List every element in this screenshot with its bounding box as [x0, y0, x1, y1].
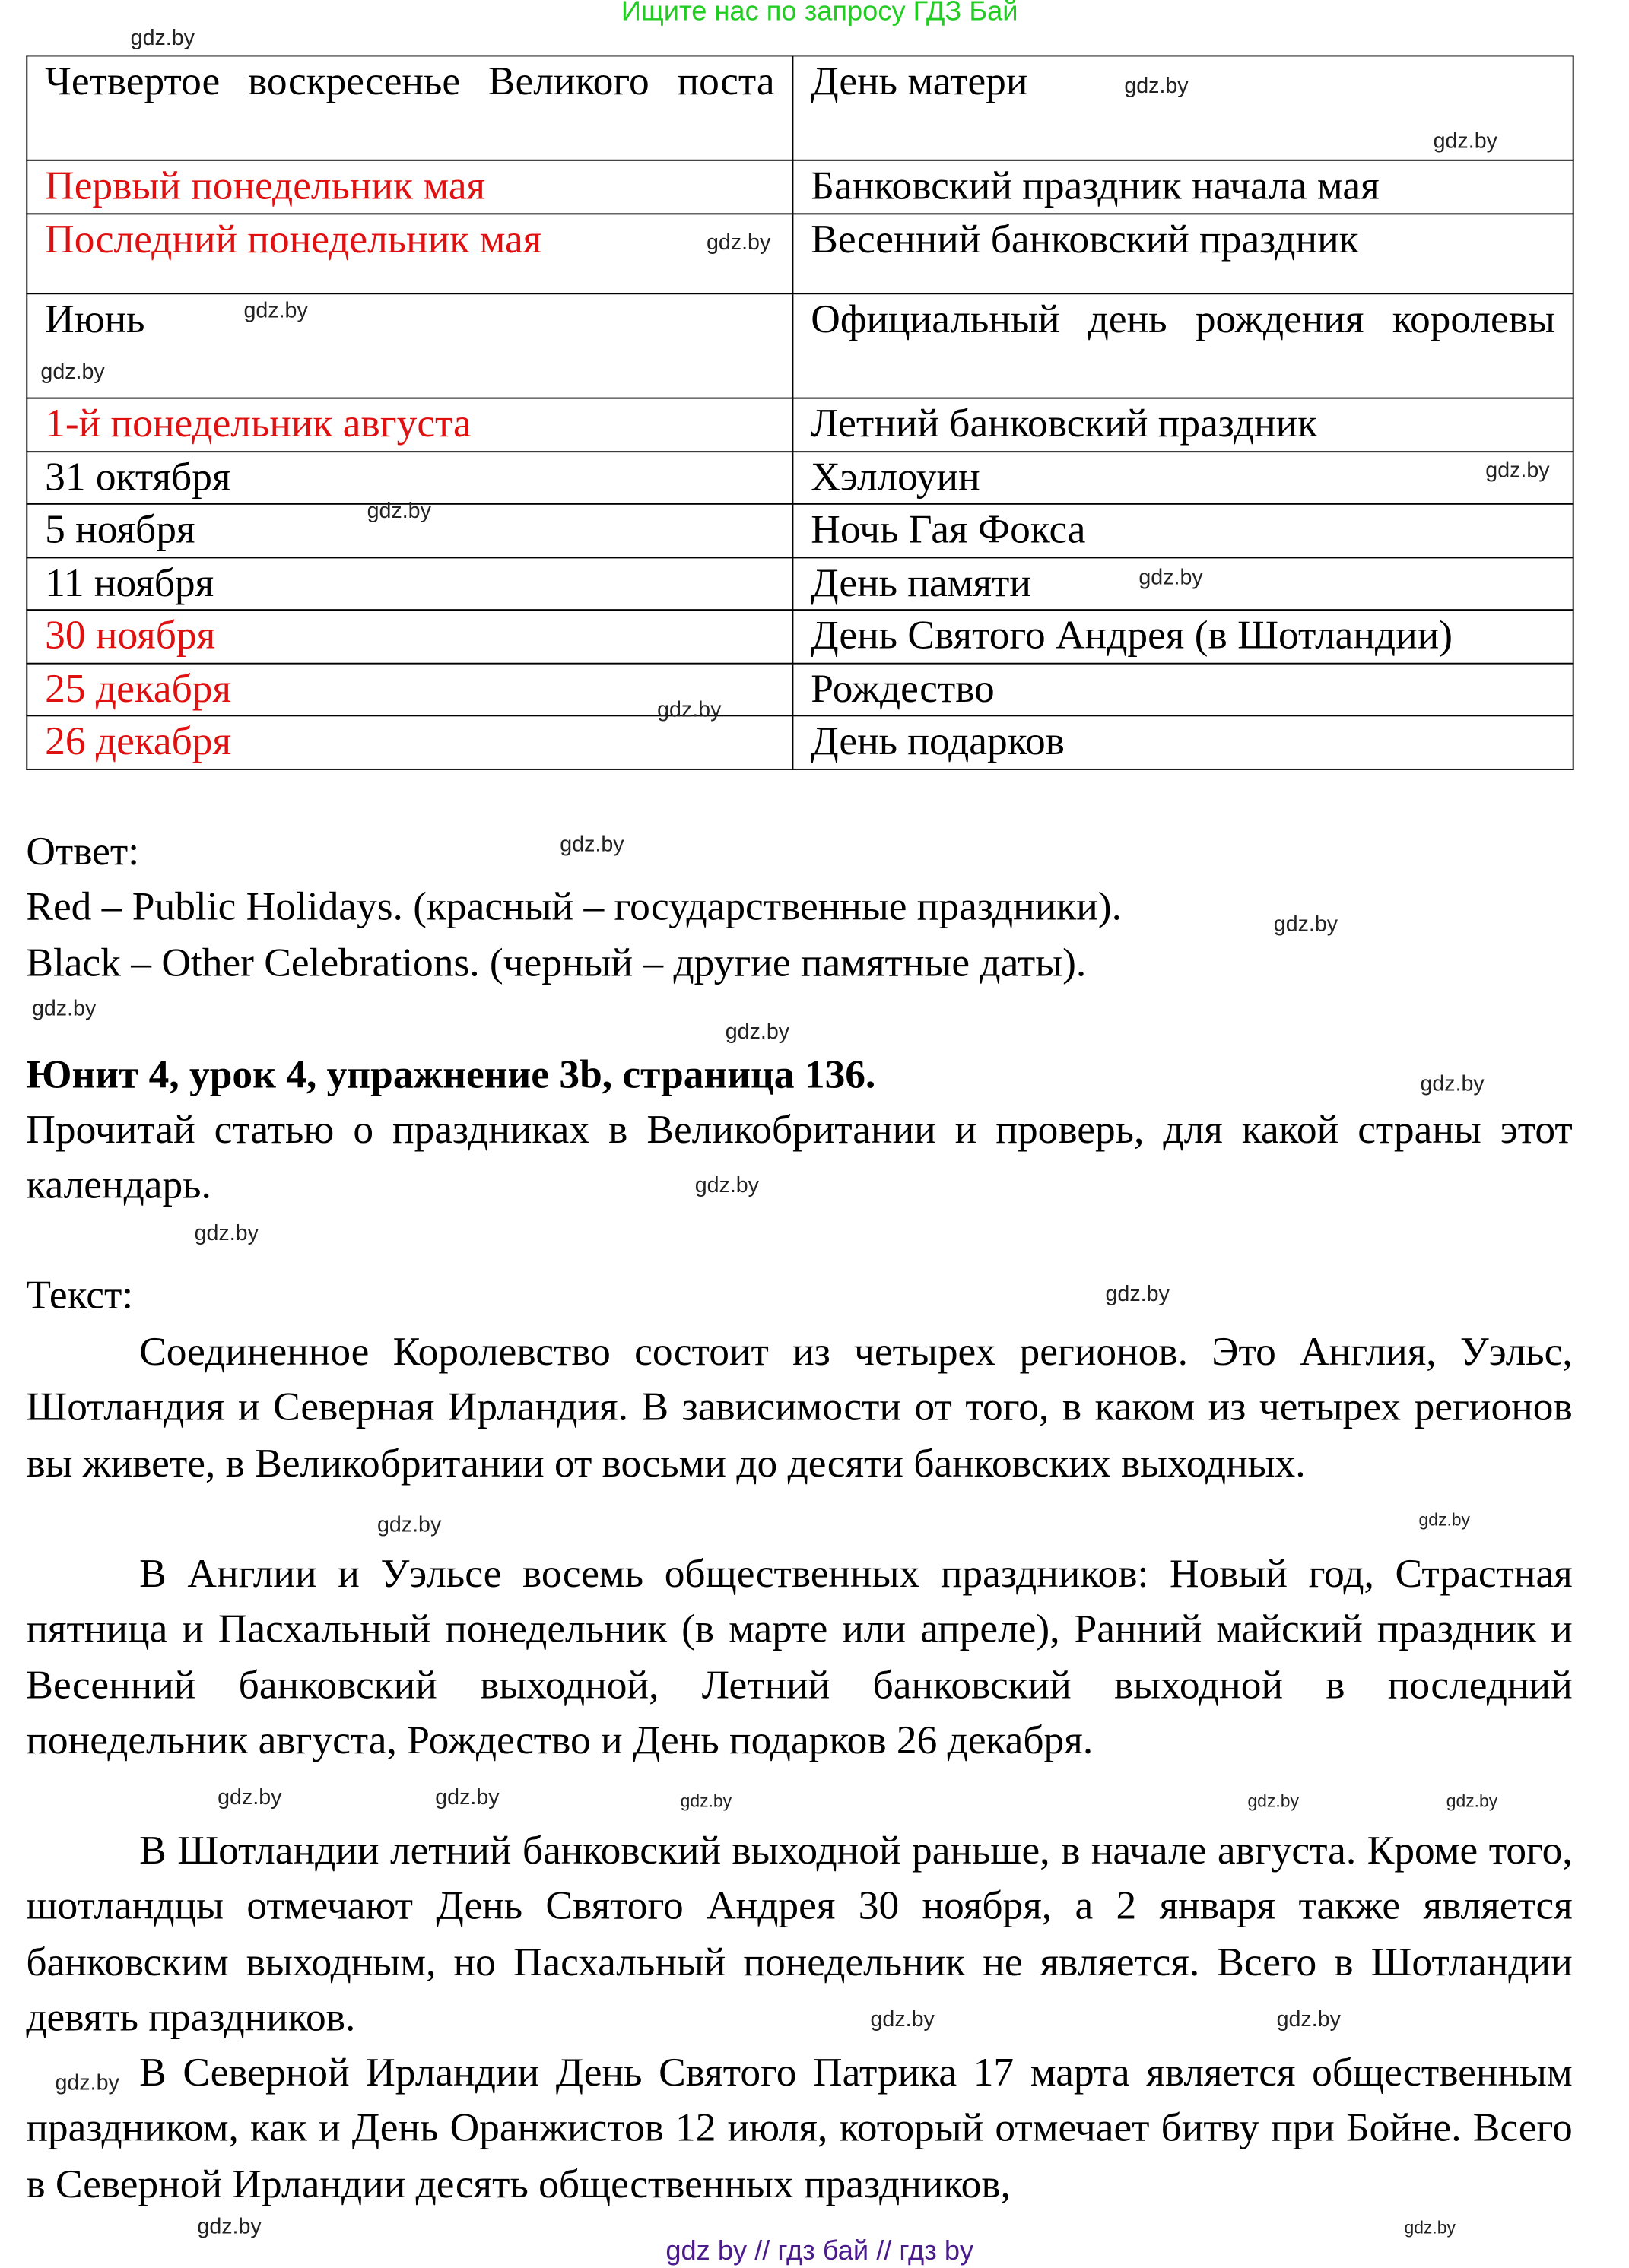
- watermark: gdz.by: [130, 26, 195, 51]
- date-cell: 25 декабря: [27, 664, 792, 716]
- holiday-cell: Весенний банковский праздник: [792, 214, 1573, 293]
- watermark: gdz.by: [694, 1173, 760, 1198]
- answer-line-red: Red – Public Holidays. (красный – государственные праздники).: [26, 884, 1122, 930]
- footer-links: gdz by // гдз бай // гдз by: [665, 2236, 974, 2267]
- holiday-cell: Хэллоуин: [792, 452, 1573, 504]
- text-paragraph: В Англии и Уэльсе восемь общественных праздников: Новый год, Страстная пятница и Пасхальный понедельник (в марте или апреле), Ранний майский праздник и Весенний банковский выходной, Летний банковский выходной в последний понедельник августа, Рождество и День подарков 26 декабря.: [26, 1552, 1573, 1764]
- watermark: gdz.by: [218, 1785, 282, 1810]
- watermark: gdz.by: [40, 360, 105, 385]
- holiday-cell: День памяти: [792, 557, 1573, 610]
- watermark: gdz.by: [1247, 1791, 1299, 1812]
- watermark: gdz.by: [725, 1019, 790, 1045]
- holiday-cell: Рождество: [792, 664, 1573, 716]
- table-row: [27, 504, 1573, 558]
- date-cell: 26 декабря: [27, 715, 792, 769]
- watermark: gdz.by: [657, 697, 722, 722]
- holiday-cell: Ночь Гая Фокса: [792, 504, 1573, 558]
- watermark: gdz.by: [435, 1785, 500, 1810]
- table-row: [27, 715, 1573, 769]
- text-label: Текст:: [26, 1273, 134, 1318]
- watermark: gdz.by: [1485, 458, 1550, 484]
- date-cell: 11 ноября: [27, 557, 792, 610]
- watermark: gdz.by: [1273, 912, 1338, 937]
- holiday-cell: Официальный день рождения королевы: [792, 293, 1573, 398]
- table-row: [27, 557, 1573, 610]
- text-paragraph: В Северной Ирландии День Святого Патрика 17 марта является общественным праздником, как и День Оранжистов 12 июля, который отмечает битву при Бойне. Всего в Северной Ирландии десять общественных праздников,: [26, 2051, 1573, 2207]
- watermark: gdz.by: [1276, 2006, 1341, 2032]
- watermark: gdz.by: [560, 832, 624, 858]
- date-cell: Последний понедельник мая: [27, 214, 792, 293]
- table-row: [27, 214, 1573, 293]
- holiday-cell: День Святого Андрея (в Шотландии): [792, 610, 1573, 664]
- watermark: gdz.by: [870, 2006, 935, 2032]
- watermark: gdz.by: [1418, 1509, 1470, 1531]
- watermark: gdz.by: [1433, 128, 1497, 154]
- watermark: gdz.by: [197, 2214, 262, 2240]
- watermark: gdz.by: [680, 1791, 732, 1812]
- watermark: gdz.by: [31, 996, 97, 1021]
- holiday-cell: Банковский праздник начала мая: [792, 160, 1573, 214]
- answer-label: Ответ:: [26, 829, 140, 875]
- watermark: gdz.by: [243, 298, 308, 324]
- watermark: gdz.by: [367, 499, 431, 524]
- text-paragraph: В Шотландии летний банковский выходной раньше, в начале августа. Кроме того, шотландцы отмечают День Святого Андрея 30 ноября, а 2 января также является банковским выходным, но Пасхальный понедельник не является. Всего в Шотландии девять праздников.: [26, 1829, 1573, 2041]
- holiday-cell: День подарков: [792, 715, 1573, 769]
- table-row: [27, 610, 1573, 664]
- text-paragraph: Соединенное Королевство состоит из четырех регионов. Это Англия, Уэльс, Шотландия и Северная Ирландия. В зависимости от того, в каком из четырех регионов вы живете, в Великобритании от восьми до десяти банковских выходных.: [26, 1330, 1573, 1486]
- top-banner: Ищите нас по запросу ГДЗ Бай: [621, 0, 1018, 28]
- watermark: gdz.by: [1138, 565, 1203, 591]
- watermark: gdz.by: [376, 1512, 442, 1537]
- holiday-cell: Летний банковский праздник: [792, 398, 1573, 452]
- watermark: gdz.by: [1420, 1071, 1485, 1097]
- date-cell: 31 октября: [27, 452, 792, 504]
- watermark: gdz.by: [1105, 1282, 1170, 1307]
- watermark: gdz.by: [55, 2070, 119, 2096]
- date-cell: 30 ноября: [27, 610, 792, 664]
- exercise-heading: Юнит 4, урок 4, упражнение 3b, страница 136.: [26, 1052, 876, 1098]
- table-row: [27, 56, 1573, 160]
- exercise-task: Прочитай статью о праздниках в Великобритании и проверь, для какой страны этот календарь.: [26, 1108, 1573, 1209]
- date-cell: Первый понедельник мая: [27, 160, 792, 214]
- date-cell: Июнь: [27, 293, 792, 398]
- watermark: gdz.by: [1446, 1791, 1498, 1812]
- date-cell: 5 ноября: [27, 504, 792, 558]
- date-cell: Четвертое воскресенье Великого поста: [27, 56, 792, 160]
- date-cell: 1-й понедельник августа: [27, 398, 792, 452]
- holiday-cell: День матери: [792, 56, 1573, 160]
- holidays-table: [26, 55, 1573, 769]
- answer-line-black: Black – Other Celebrations. (черный – другие памятные даты).: [26, 941, 1087, 987]
- table-row: [27, 398, 1573, 452]
- table-row: [27, 452, 1573, 504]
- watermark: gdz.by: [1404, 2217, 1456, 2238]
- table-row: [27, 664, 1573, 716]
- table-row: [27, 160, 1573, 214]
- watermark: gdz.by: [706, 230, 771, 255]
- watermark: gdz.by: [194, 1221, 259, 1246]
- watermark: gdz.by: [1124, 74, 1189, 99]
